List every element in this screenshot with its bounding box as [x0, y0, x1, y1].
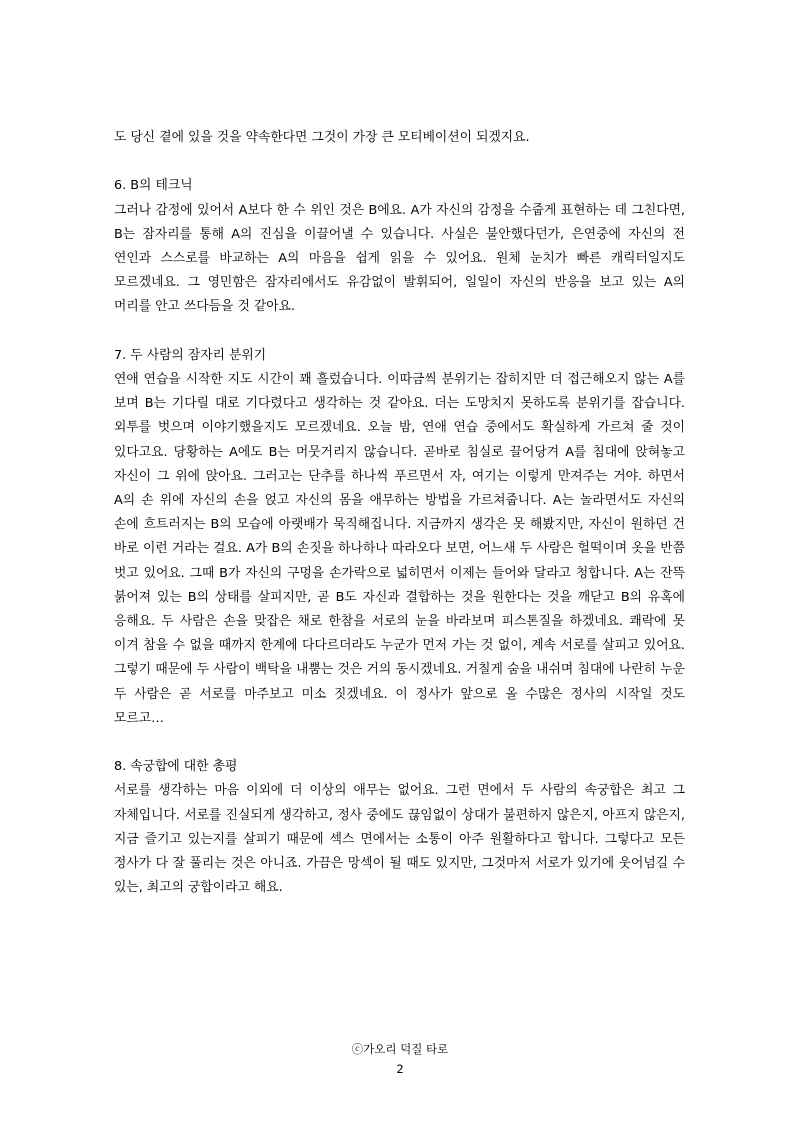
- section-body: 그러나 감정에 있어서 A보다 한 수 위인 것은 B에요. A가 자신의 감정을 수줍게 표현하는 데 그친다면, B는 잠자리를 통해 A의 진심을 이끌어낼 수 있습니다. 사실은 불안했다던가, 은연중에 자신의 전 연인과 스스로를 바교하는 A의 마음을 쉽게 읽을 수 있어요. 원체 눈치가 빠른 캐릭터일지도 모르겠네요. 그 영민함은 잠자리에서도 유감없이 발휘되어, 일일이 자신의 반응을 보고 있는 A의 머리를 안고 쓰다듬을 것 같아요.: [114, 202, 685, 315]
- section-heading: 6. B의 테크닉: [114, 178, 193, 194]
- document-body: [114, 126, 685, 900]
- section-heading: 7. 두 사람의 잠자리 분위기: [114, 347, 267, 363]
- section-gap: [114, 731, 685, 755]
- section-body: 서로를 생각하는 마음 이외에 더 이상의 애무는 없어요. 그런 면에서 두 사람의 속궁합은 최고 그 자체입니다. 서로를 진실되게 생각하고, 정사 중에도 끊임없이 상대가 불편하지 않은지, 아프지 않은지, 지금 즐기고 있는지를 살피기 때문에 섹스 면에서는 소통이 아주 원활하다고 합니다. 그렇다고 모든 정사가 다 잘 풀리는 것은 아니죠. 가끔은 망섹이 될 때도 있지만, 그것마저 서로가 있기에 웃어넘길 수 있는, 최고의 궁합이라고 해요.: [114, 783, 685, 896]
- section-b-technique: [114, 174, 685, 319]
- section-body: 연애 연습을 시작한 지도 시간이 꽤 흘렀습니다. 이따금씩 분위기는 잡히지만 더 접근해오지 않는 A를 보며 B는 기다릴 대로 기다렸다고 생각하는 것 같아요. 더는 도망치지 못하도록 분위기를 잡습니다. 외투를 벗으며 이야기했을지도 모르겠네요. 오늘 밤, 연애 연습 중에서도 확실하게 가르쳐 줄 것이 있다고요. 당황하는 A에도 B는 머뭇거리지 않습니다. 곧바로 침실로 끌어당겨 A를 침대에 앉혀놓고 자신이 그 위에 앉아요. 그러고는 단추를 하나씩 푸르면서 자, 여기는 이렇게 만져주는 거야. 하면서 A의 손 위에 자신의 손을 얹고 자신의 몸을 애무하는 방법을 가르쳐줍니다. A는 놀라면서도 자신의 손에 흐트러지는 B의 모습에 아랫배가 묵직해집니다. 지금까지 생각은 못 해봤지만, 자신이 원하던 건 바로 이런 거라는 걸요. A가 B의 손짓을 하나하나 따라오다 보면, 어느새 두 사람은 헐떡이며 옷을 반쯤 벗고 있어요. 그때 B가 자신의 구멍을 손가락으로 넓히면서 이제는 들어와 달라고 청합니다. A는 잔뜩 붉어져 있는 B의 상태를 살피지만, 곧 B도 자신과 결합하는 것을 원한다는 것을 깨닫고 B의 유혹에 응해요. 두 사람은 손을 맞잡은 채로 한참을 서로의 눈을 바라보며 피스톤질을 하겠네요. 쾌락에 못 이겨 참을 수 없을 때까지 한계에 다다르더라도 누군가 먼저 가는 것 없이, 계속 서로를 살피고 있어요. 그렇기 때문에 두 사람이 백탁을 내뿜는 것은 거의 동시겠네요. 거칠게 숨을 내쉬며 침대에 나란히 누운 두 사람은 곧 서로를 마주보고 미소 짓겠네요. 이 정사가 앞으로 올 수많은 정사의 시작일 것도 모르고…: [114, 372, 685, 726]
- intro-paragraph: 도 당신 곁에 있을 것을 약속한다면 그것이 가장 큰 모티베이션이 되겠지요.: [114, 130, 530, 145]
- section-compatibility-review: [114, 755, 685, 900]
- footer-credit: ⓒ가오리 덕질 타로: [351, 1042, 449, 1056]
- section-gap: [114, 320, 685, 344]
- page-number: 2: [396, 1062, 404, 1076]
- section-gap: [114, 150, 685, 174]
- section-bedroom-mood: [114, 344, 685, 731]
- section-heading: 8. 속궁합에 대한 총평: [114, 759, 238, 775]
